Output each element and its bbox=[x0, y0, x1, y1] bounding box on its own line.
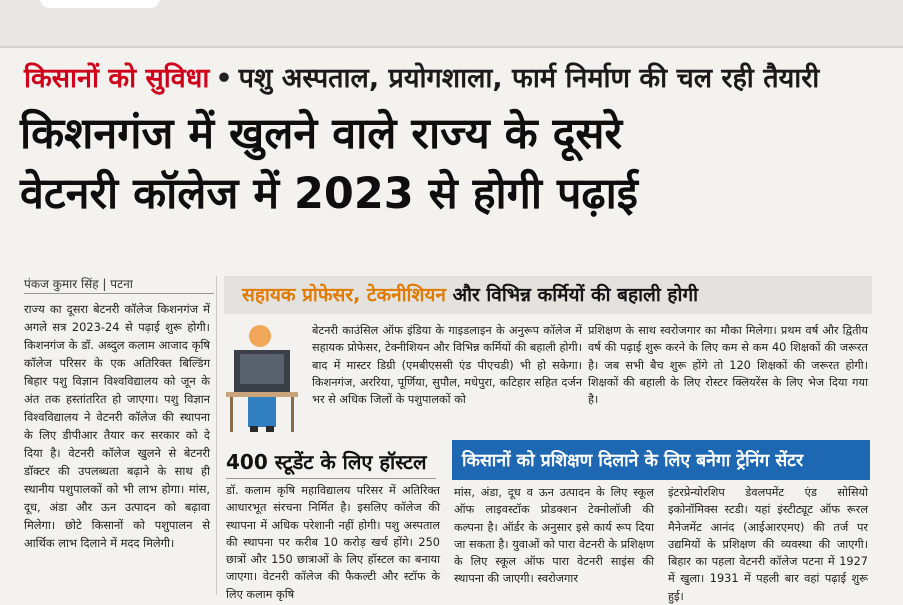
byline-separator: | bbox=[102, 277, 107, 291]
kicker-text: पशु अस्पताल, प्रयोगशाला, फार्म निर्माण की चल रही तैयारी bbox=[238, 63, 820, 94]
browser-tab[interactable] bbox=[40, 0, 160, 8]
subhead-banner-recruitment bbox=[224, 276, 872, 314]
top-divider bbox=[0, 46, 903, 48]
byline bbox=[24, 275, 214, 292]
banner-training-text: किसानों को प्रशिक्षण दिलाने के लिए बनेगा ट्रेनिंग सेंटर bbox=[462, 451, 804, 471]
training-text-col-1: मांस, अंडा, दूध व ऊन उत्पादन के लिए स्कूल ऑफ लाइवस्टॉक प्रोडक्शन टेक्नोलॉजी की कल्पना है। ऑर्डर के अनुसार इसे कार्य रूप दिया जा सकता है। युवाओं को पारा वेटनरी के प्रशिक्षण के लिए स्कूल ऑफ पारा वेटनरी साइंस की स्थापना की जाएगी। स्वरोजगार bbox=[454, 486, 654, 586]
column-divider bbox=[216, 276, 217, 595]
headline-line-1: किशनगंज में खुलने वाले राज्य के दूसरे bbox=[20, 109, 623, 159]
banner-recruitment-text bbox=[242, 281, 698, 307]
left-column bbox=[24, 300, 210, 552]
subhead-banner-training bbox=[452, 440, 870, 480]
headline-line-2: वेटनरी कॉलेज में 2023 से होगी पढ़ाई bbox=[20, 169, 638, 219]
hostel-subhead: 400 स्टूडेंट के लिए हॉस्टल bbox=[226, 450, 427, 474]
byline-place: पटना bbox=[110, 277, 133, 291]
teacher-illustration-icon bbox=[226, 322, 298, 432]
browser-top-bar bbox=[0, 0, 903, 46]
banner-orange-text: सहायक प्रोफेसर, टेकनीशियन bbox=[242, 284, 446, 306]
banner-dark-text: और विभिन्न कर्मियों की बहाली होगी bbox=[445, 284, 699, 306]
byline-rule bbox=[24, 293, 214, 294]
training-text-col-2: इंटरप्रेन्योरशिप डेवलपमेंट एंड सोसियो इकोनॉमिक्स स्टडी। यहां इंस्टीट्यूट ऑफ रूरल मैनेजमेंट आनंद (आईआरएमए) की तर्ज पर उद्यमियों के प्रशिक्षण की व्यवस्था की जाएगी। बिहार का पहला वेटनरी कॉलेज पटना में 1927 में खुला। 1931 में पहली बार वहां पढ़ाई शुरू हुई। bbox=[668, 486, 868, 603]
kicker-bullet: • bbox=[215, 63, 233, 94]
byline-author: पंकज कुमार सिंह bbox=[24, 277, 99, 291]
box-text-col-2: प्रशिक्षण के साथ स्वरोजगार का मौका मिलेगा। प्रथम वर्ष और द्वितीय वर्ष की पढ़ाई शुरू करने के लिए कम से कम 40 शिक्षकों की जरूरत है। जब सभी बैच शुरू होंगे तो 120 शिक्षकों की जरूरत होगी। शिक्षकों की बहाली के लिए रोस्टर क्लियरेंस के लिए भेज दिया गया है। bbox=[588, 324, 868, 407]
left-column-text: राज्य का दूसरा बेटनरी कॉलेज किशनगंज में अगले सत्र 2023-24 से पढ़ाई शुरू होगी। किशनगंज के डॉ. अब्दुल कलाम आजाद कृषि कॉलेज परिसर के एक अतिरिक्त बिल्डिंग बिहार पशु विज्ञान विश्वविद्यालय को जून के अंत तक हस्तांतरित हो जाएगा। पशु विज्ञान विश्वविद्यालय ने वेटनरी कॉलेज की स्थापना के लिए डीपीआर तैयार कर सरकार को दे दिया है। वेटनरी कॉलेज खुलने से बेटनरी डॉक्टर की उपलब्धता बढ़ाने के साथ ही स्थानीय पशुपालकों को भी लाभ होगा। मांस, दूध, अंडा और ऊन उत्पादन को बढ़ावा मिलेगा। छोटे किसानों को पशुपालन से आर्थिक लाभ दिलाने में मदद मिलेगी। bbox=[24, 302, 210, 550]
hostel-rule bbox=[226, 478, 436, 479]
headline bbox=[20, 104, 900, 224]
box-text-col-1: बेटनरी काउंसिल ऑफ इंडिया के गाइडलाइन के अनुरूप कॉलेज में सहायक प्रोफेसर, टेक्नीशियन और विभिन्न कर्मियों की बहाली होगी। बाद में मास्टर डिग्री (एमबीएससी एंड पीएचडी) भी हो सकेगा। किशनगंज, अररिया, पूर्णिया, सुपौल, मधेपुरा, कटिहार सहित दर्जन भर से अधिक जिलों के पशुपालकों को bbox=[312, 324, 582, 407]
kicker-line bbox=[24, 62, 819, 96]
hostel-text: डॉ. कलाम कृषि महाविद्यालय परिसर में अतिरिक्त आधारभूत संरचना निर्मित है। इसलिए कॉलेज की स्थापना में अधिक परेशानी नहीं होगी। पशु अस्पताल की स्थापना पर करीब 10 करोड़ खर्च होंगे। 250 छात्रों और 150 छात्राओं के लिए हॉस्टल का बनाया जाएगा। वेटनरी कॉलेज की फैकल्टी और स्टॉफ के लिए कलाम कृषि bbox=[226, 484, 440, 601]
kicker-red-label: किसानों को सुविधा bbox=[24, 63, 210, 94]
